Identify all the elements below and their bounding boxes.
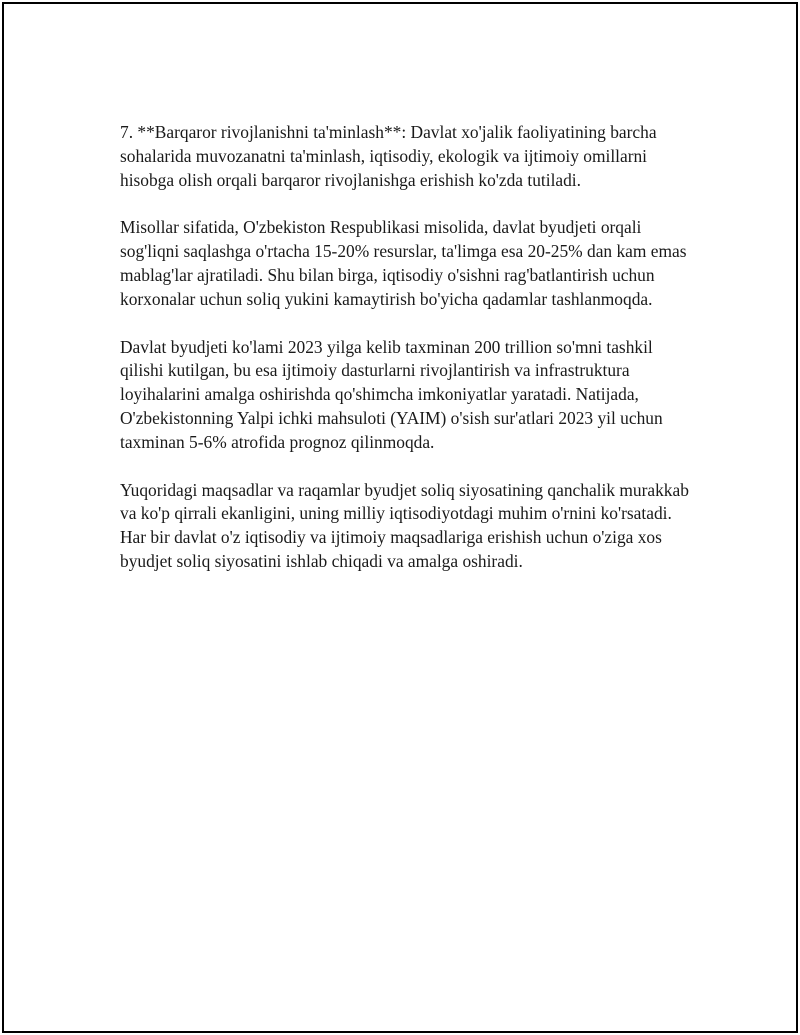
document-page	[2, 2, 798, 1033]
paragraph-conclusion: Yuqoridagi maqsadlar va raqamlar byudjet soliq siyosatining qanchalik murakkab va ko'p qirrali ekanligini, uning milliy iqtisodiyotdagi muhim o'rnini ko'rsatadi. Har bir davlat o'z iqtisodiy va ijtimoiy maqsadlariga erishish uchun o'ziga xos byudjet soliq siyosatini ishlab chiqadi va amalga oshiradi.	[120, 479, 689, 571]
paragraph-budget-scale: Davlat byudjeti ko'lami 2023 yilga kelib taxminan 200 trillion so'mni tashkil qilishi kutilgan, bu esa ijtimoiy dasturlarni rivojlantirish va infrastruktura loyihalarini amalga oshirishda qo'shimcha imkoniyatlar yaratadi. Natijada, O'zbekistonning Yalpi ichki mahsuloti (YAIM) o'sish sur'atlari 2023 yil uchun taxminan 5-6% atrofida prognoz qilinmoqda.	[120, 336, 663, 452]
document-body	[120, 121, 700, 598]
paragraph-sustainable-development: 7. **Barqaror rivojlanishni ta'minlash**: Davlat xo'jalik faoliyatining barcha sohalarida muvozanatni ta'minlash, iqtisodiy, ekologik va ijtimoiy omillarni hisobga olish orqali barqaror rivojlanishga erishish ko'zda tutiladi.	[120, 122, 657, 190]
paragraph-budget-examples: Misollar sifatida, O'zbekiston Respublikasi misolida, davlat byudjeti orqali sog'liqni saqlashga o'rtacha 15-20% resurslar, ta'limga esa 20-25% dan kam emas mablag'lar ajratiladi. Shu bilan birga, iqtisodiy o'sishni rag'batlantirish uchun korxonalar uchun soliq yukini kamaytirish bo'yicha qadamlar tashlanmoqda.	[120, 217, 687, 309]
